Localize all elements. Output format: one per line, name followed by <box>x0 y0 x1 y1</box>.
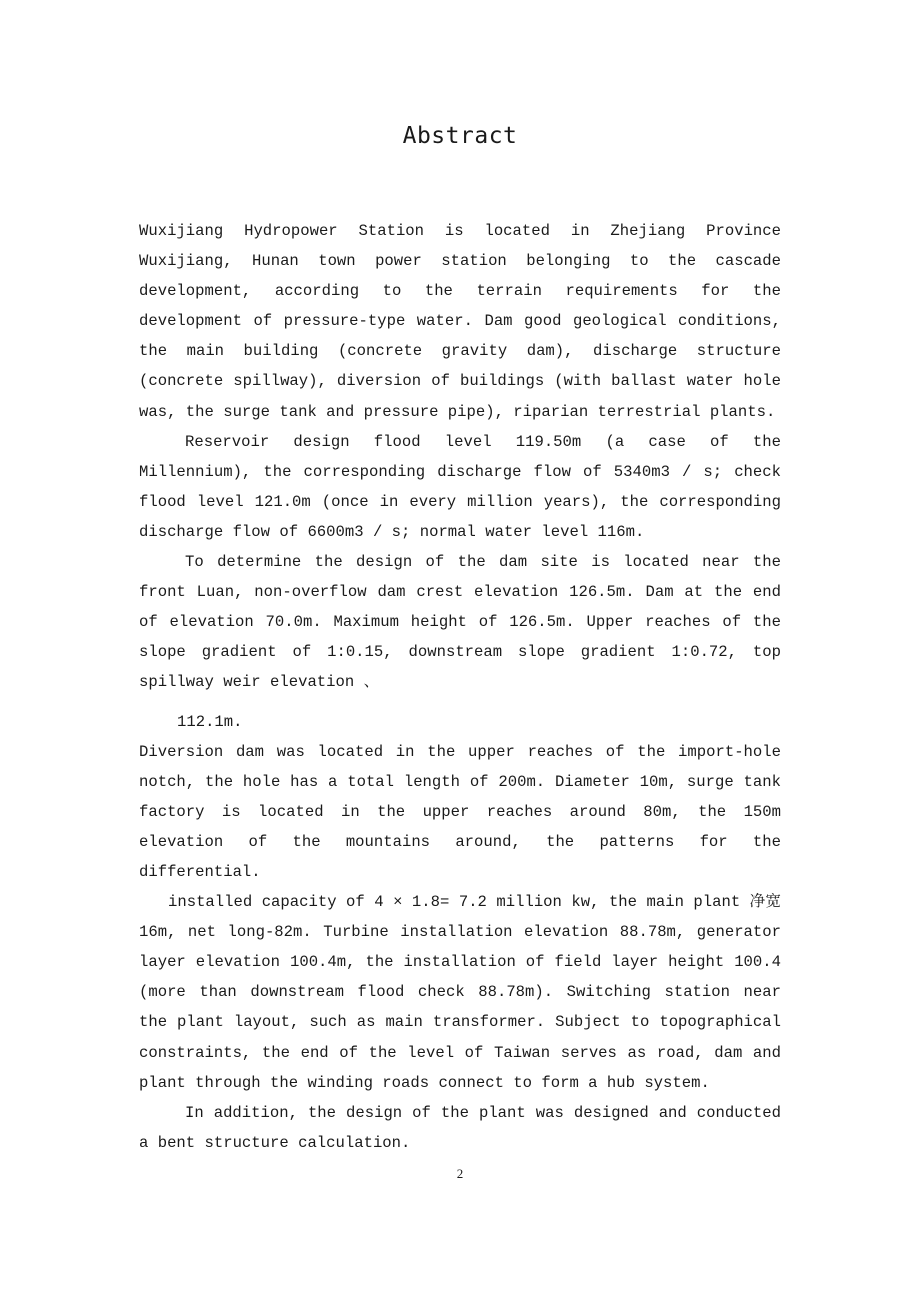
paragraph-dam-design: To determine the design of the dam site is located near the front Luan, non-overflow dam crest elevation 126.5m. Dam at the end of elevation 70.0m. Maximum height of 126.5m. Upper reaches of the slope gradient of 1:0.15, downstream slope gradient 1:0.72, top spillway weir elevation 、 <box>139 553 781 692</box>
paragraph-structure-calculation: In addition, the design of the plant was designed and conducted a bent structure calculation. <box>139 1103 781 1152</box>
paragraph-flood-levels: Reservoir design flood level 119.50m (a case of the Millennium), the corresponding discharge flow of 5340m3 / s; check flood level 121.0m (once in every million years), the corresponding discharge flow of 6600m3 / s; normal water level 116m. <box>139 432 781 541</box>
abstract-body <box>139 216 781 1158</box>
paragraph-plant-capacity: installed capacity of 4 × 1.8= 7.2 million kw, the main plant 净宽 16m, net long-82m. Turbine installation elevation 88.78m, generator layer elevation 100.4m, the installation of field layer height 100.4 (more than downstream flood check 88.78m). Switching station near the plant layout, such as main transformer. Subject to topographical constraints, the end of the level of Taiwan serves as road, dam and plant through the winding roads connect to form a hub system. <box>139 893 781 1092</box>
page-number: 2 <box>456 1166 464 1181</box>
page-title: Abstract <box>402 123 518 149</box>
paragraph-diversion: Diversion dam was located in the upper reaches of the import-hole notch, the hole has a total length of 200m. Diameter 10m, surge tank factory is located in the upper reaches around 80m, the 150m elevation of the mountains around, the patterns for the differential. <box>139 742 781 881</box>
paragraph-weir-elevation: 112.1m. <box>177 712 243 731</box>
paragraph-location: Wuxijiang Hydropower Station is located in Zhejiang Province Wuxijiang, Hunan town power station belonging to the cascade development, according to the terrain requirements for the development of pressure-type water. Dam good geological conditions, the main building (concrete gravity dam), discharge structure (concrete spillway), diversion of buildings (with ballast water hole was, the surge tank and pressure pipe), riparian terrestrial plants. <box>139 222 781 421</box>
